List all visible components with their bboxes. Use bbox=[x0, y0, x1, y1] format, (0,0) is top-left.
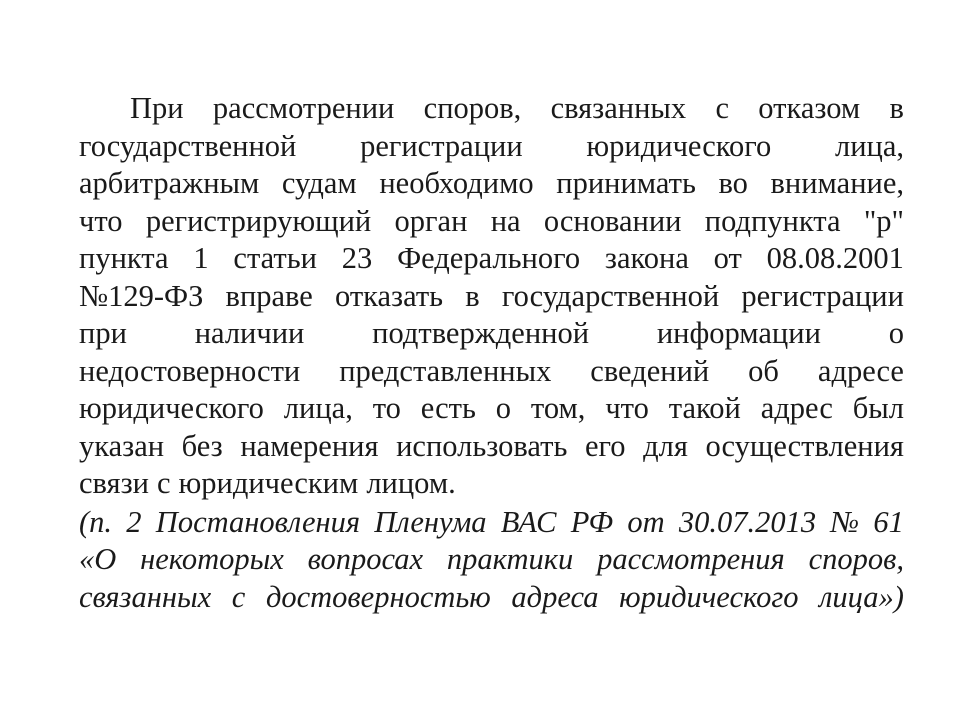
citation-line: (п. 2 Постановления Пленума ВАС РФ от 30.07.2013 № 61 bbox=[79, 504, 904, 539]
main-paragraph bbox=[79, 90, 904, 503]
paragraph-line: недостоверности представленных сведений об адресе bbox=[79, 353, 904, 388]
paragraph-line: №129-ФЗ вправе отказать в государственной регистрации bbox=[79, 278, 904, 313]
citation-line: связанных с достоверностью адреса юридического лица») bbox=[79, 579, 904, 614]
paragraph-line: арбитражным судам необходимо принимать во внимание, bbox=[79, 166, 904, 200]
paragraph-line: пункта 1 статьи 23 Федерального закона от 08.08.2001 bbox=[79, 241, 904, 275]
citation bbox=[79, 504, 904, 617]
citation-line: «О некоторых вопросах практики рассмотрения споров, bbox=[79, 542, 904, 576]
paragraph-line: связи с юридическим лицом. bbox=[79, 466, 456, 500]
paragraph-line: при наличии подтвержденной информации о bbox=[79, 316, 904, 350]
paragraph-line: При рассмотрении споров, связанных с отказом в bbox=[130, 91, 904, 125]
paragraph-line: что регистрирующий орган на основании подпункта "р" bbox=[79, 203, 904, 238]
text-block bbox=[79, 90, 904, 616]
paragraph-line: юридического лица, то есть о том, что такой адрес был bbox=[79, 391, 904, 425]
paragraph-line: указан без намерения использовать его для осуществления bbox=[79, 428, 904, 463]
paragraph-line: государственной регистрации юридического лица, bbox=[79, 128, 904, 163]
